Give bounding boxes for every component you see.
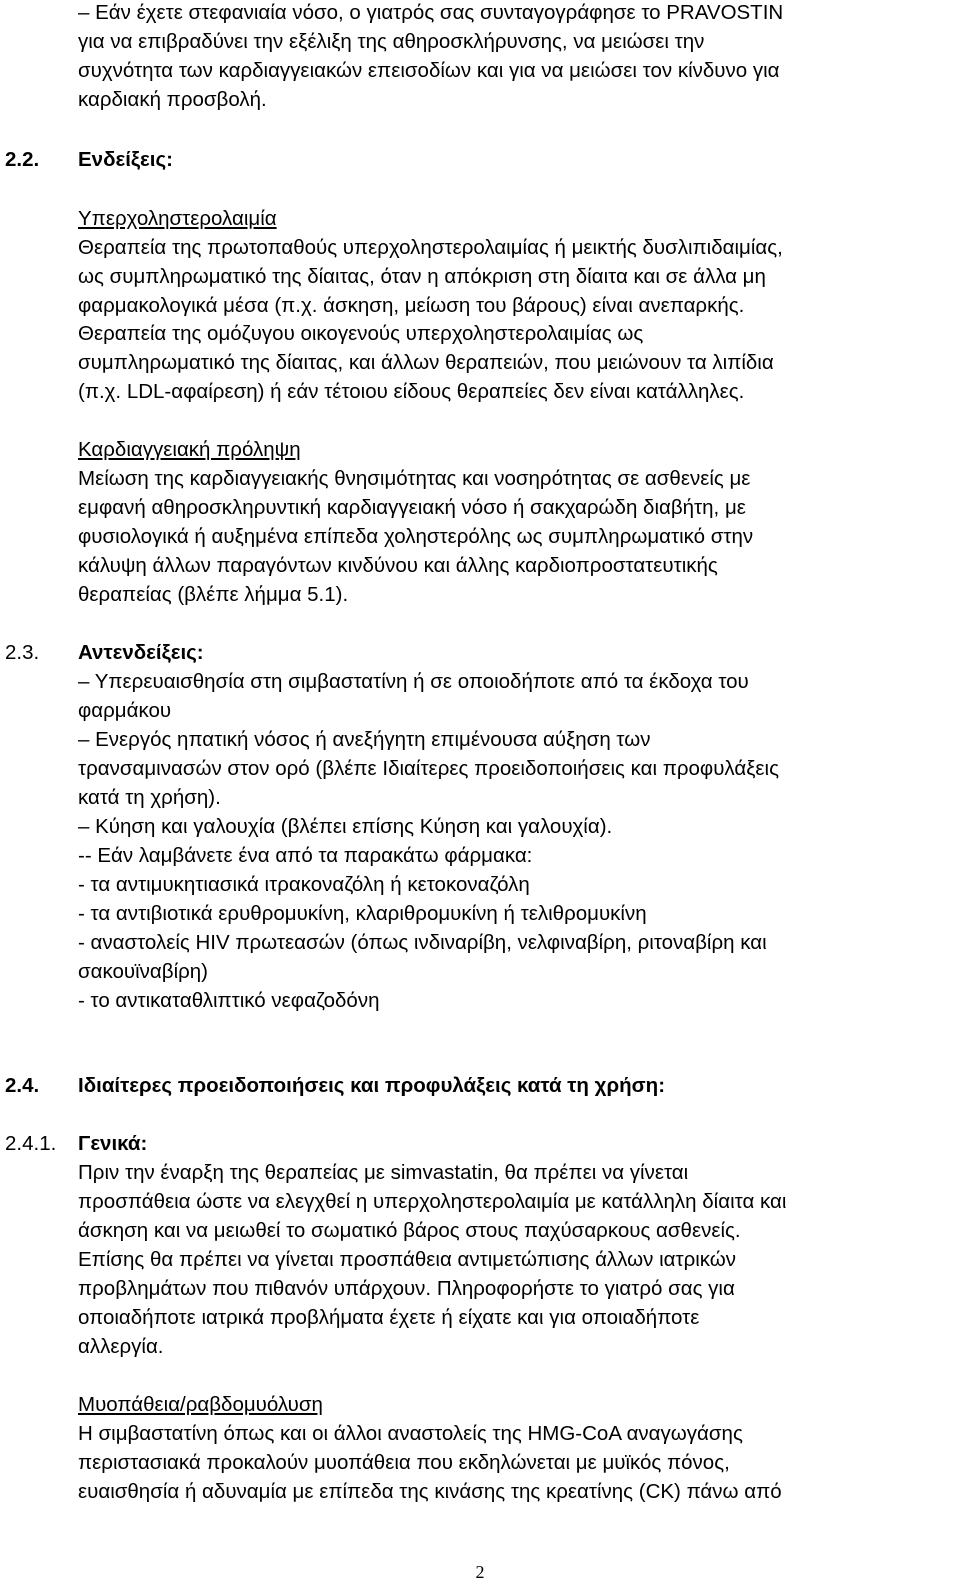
paragraph-line: Πριν την έναρξη της θεραπείας με simvastatin, θα πρέπει να γίνεται (78, 1161, 689, 1184)
list-item: - τα αντιμυκητιασικά ιτρακοναζόλη ή κετοκοναζόλη (78, 873, 530, 896)
paragraph-line: ευαισθησία ή αδυναμία με επίπεδα της κινάσης της κρεατίνης (CK) πάνω από (78, 1480, 782, 1503)
list-item: φαρμάκου (78, 699, 172, 722)
paragraph-line: Επίσης θα πρέπει να γίνεται προσπάθεια αντιμετώπισης άλλων ιατρικών (78, 1248, 737, 1271)
paragraph-line: φυσιολογικά ή αυξημένα επίπεδα χοληστερόλης ως συμπληρωματικό στην (78, 525, 754, 548)
section-number: 2.3. (5, 641, 40, 664)
section-heading: Ιδιαίτερες προειδοποιήσεις και προφυλάξεις κατά τη χρήση: (78, 1074, 666, 1097)
section-heading: Γενικά: (78, 1132, 148, 1155)
subheading-myopathy: Μυοπάθεια/ραβδομυόλυση (78, 1393, 323, 1416)
paragraph-line: (π.χ. LDL-αφαίρεση) ή εάν τέτοιου είδους θεραπείες δεν είναι κατάλληλες. (78, 380, 745, 403)
section-number: 2.2. (5, 148, 40, 171)
list-item: - αναστολείς HIV πρωτεασών (όπως ινδιναρίβη, νελφιναβίρη, ριτοναβίρη και (78, 931, 767, 954)
list-item: σακουϊναβίρη) (78, 960, 209, 983)
section-heading: Αντενδείξεις: (78, 641, 204, 664)
paragraph-line: οποιαδήποτε ιατρικά προβλήματα έχετε ή είχατε και για οποιαδήποτε (78, 1306, 700, 1329)
paragraph-line: Θεραπεία της πρωτοπαθούς υπερχοληστερολαιμίας ή μεικτής δυσλιπιδαιμίας, (78, 236, 783, 259)
paragraph-line: Θεραπεία της ομόζυγου οικογενούς υπερχοληστερολαιμίας ως (78, 322, 644, 345)
paragraph-line: ως συμπληρωματικό της δίαιτας, όταν η απόκριση στη δίαιτα και σε άλλα μη (78, 265, 766, 288)
paragraph-line: αλλεργία. (78, 1335, 164, 1358)
intro-line: καρδιακή προσβολή. (78, 88, 267, 111)
intro-line: – Εάν έχετε στεφανιαία νόσο, ο γιατρός σας συνταγογράφησε το PRAVOSTIN (78, 1, 784, 24)
paragraph-line: φαρμακολογικά μέσα (π.χ. άσκηση, μείωση του βάρους) είναι ανεπαρκής. (78, 294, 745, 317)
section-number: 2.4.1. (5, 1132, 57, 1155)
paragraph-line: περιστασιακά προκαλούν μυοπάθεια που εκδηλώνεται με μυϊκός πόνος, (78, 1451, 730, 1474)
list-item: - τα αντιβιοτικά ερυθρομυκίνη, κλαριθρομυκίνη ή τελιθρομυκίνη (78, 902, 647, 925)
paragraph-line: Μείωση της καρδιαγγειακής θνησιμότητας και νοσηρότητας σε ασθενείς με (78, 467, 751, 490)
list-item: τρανσαμινασών στον ορό (βλέπε Ιδιαίτερες προειδοποιήσεις και προφυλάξεις (78, 757, 779, 780)
subheading-hypercholesterolemia: Υπερχοληστερολαιμία (78, 207, 277, 230)
intro-line: για να επιβραδύνει την εξέλιξη της αθηροσκλήρυνσης, να μειώσει την (78, 30, 705, 53)
list-item: κατά τη χρήση). (78, 786, 221, 809)
paragraph-line: Η σιμβαστατίνη όπως και οι άλλοι αναστολείς της HMG-CoA αναγωγάσης (78, 1422, 743, 1445)
paragraph-line: θεραπείας (βλέπε λήμμα 5.1). (78, 583, 349, 606)
subheading-cardiovascular-prevention: Καρδιαγγειακή πρόληψη (78, 438, 301, 461)
paragraph-line: συμπληρωματικό της δίαιτας, και άλλων θεραπειών, που μειώνουν τα λιπίδια (78, 351, 774, 374)
page-number: 2 (475, 1562, 485, 1582)
list-item: – Ενεργός ηπατική νόσος ή ανεξήγητη επιμένουσα αύξηση των (78, 728, 651, 751)
paragraph-line: εμφανή αθηροσκληρυντική καρδιαγγειακή νόσο ή σακχαρώδη διαβήτη, με (78, 496, 746, 519)
list-item: – Κύηση και γαλουχία (βλέπει επίσης Κύηση και γαλουχία). (78, 815, 613, 838)
intro-line: συχνότητα των καρδιαγγειακών επεισοδίων και για να μειώσει τον κίνδυνο για (78, 59, 780, 82)
paragraph-line: προβλημάτων που πιθανόν υπάρχουν. Πληροφορήστε το γιατρό σας για (78, 1277, 735, 1300)
section-number: 2.4. (5, 1074, 40, 1097)
list-item: – Υπερευαισθησία στη σιμβαστατίνη ή σε οποιοδήποτε από τα έκδοχα του (78, 670, 749, 693)
paragraph-line: προσπάθεια ώστε να ελεγχθεί η υπερχοληστερολαιμία με κατάλληλη δίαιτα και (78, 1190, 787, 1213)
section-heading: Ενδείξεις: (78, 148, 173, 171)
list-item: - το αντικαταθλιπτικό νεφαζοδόνη (78, 989, 380, 1012)
list-item: -- Εάν λαμβάνετε ένα από τα παρακάτω φάρμακα: (78, 844, 533, 867)
paragraph-line: άσκηση και να μειωθεί το σωματικό βάρος στους παχύσαρκους ασθενείς. (78, 1219, 741, 1242)
paragraph-line: κάλυψη άλλων παραγόντων κινδύνου και άλλης καρδιοπροστατευτικής (78, 554, 718, 577)
